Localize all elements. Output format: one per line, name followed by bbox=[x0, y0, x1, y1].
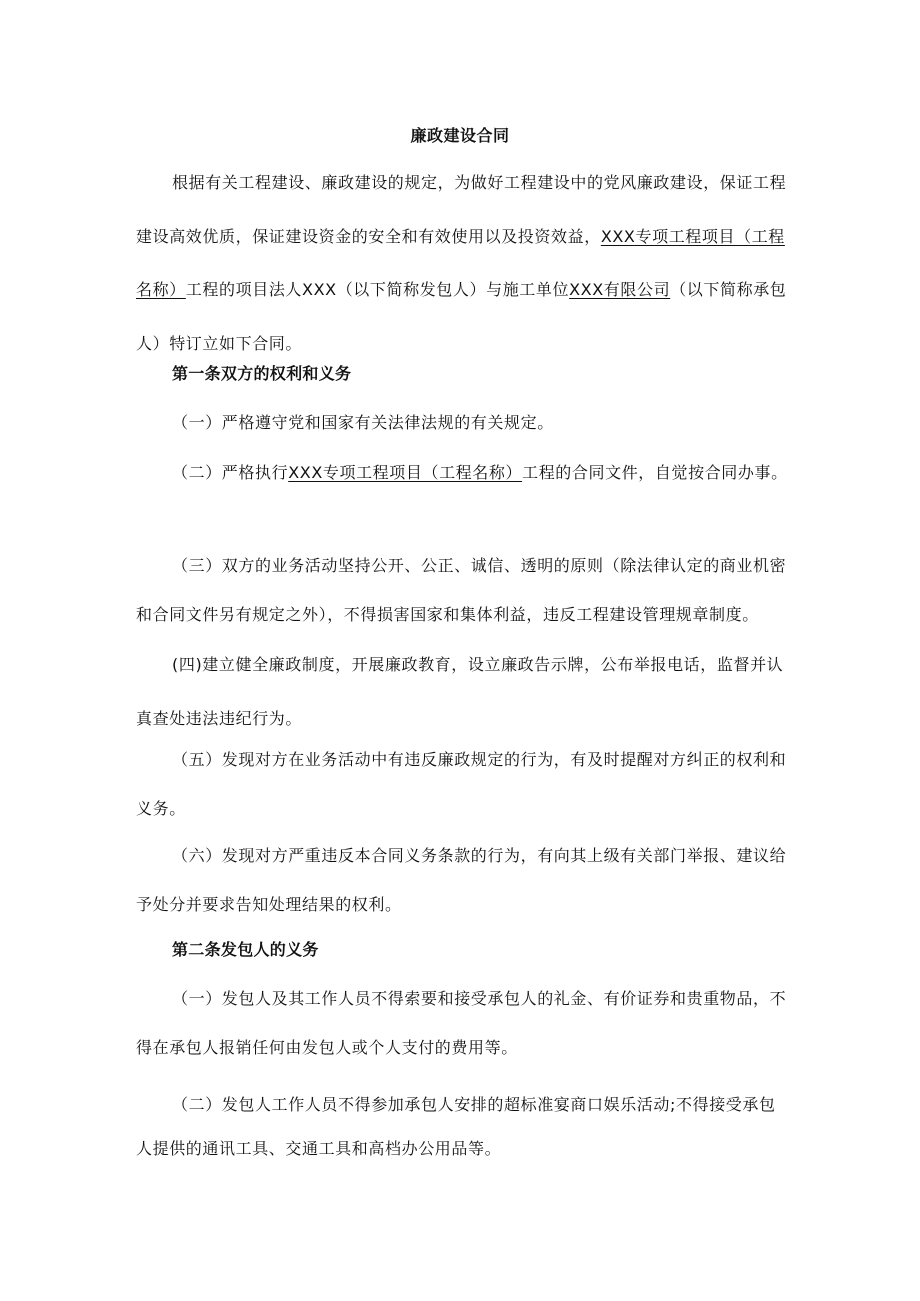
article2-heading: 第二条发包人的义务 bbox=[172, 940, 319, 959]
article1-item4: (四)建立健全廉政制度，开展廉政教育，设立廉政告示牌，公布举报电话，监督并认真查处违法违纪行为。 bbox=[136, 655, 784, 728]
article1-item1: （一）严格遵守党和国家有关法律法规的有关规定。 bbox=[172, 413, 554, 432]
article1-item2 bbox=[136, 446, 790, 500]
article1-item3: （三）双方的业务活动坚持公开、公正、诚信、透明的原则（除法律认定的商业机密和合同文件另有规定之外），不得损害国家和集体利益，违反工程建设管理规章制度。 bbox=[136, 556, 787, 624]
intro-text-3: （以下简称承包人）特订立如下合同。 bbox=[136, 280, 787, 353]
article2-item1: （一）发包人及其工作人员不得索要和接受承包人的礼金、有价证券和贵重物品，不得在承包人报销任何由发包人或个人支付的费用等。 bbox=[136, 989, 787, 1057]
article1-item2-project-underlined: XXX专项工程项目（工程名称） bbox=[288, 463, 523, 482]
article1-item6: （六）发现对方严重违反本合同义务条款的行为，有向其上级有关部门举报、建议给予处分并要求告知处理结果的权利。 bbox=[136, 846, 787, 914]
project-name-underlined: XXX专项工程项目（工程名称） bbox=[136, 226, 785, 299]
article1-item2-text-2: 工程的合同文件，自觉按合同办事。 bbox=[522, 463, 788, 482]
contractor-name-underlined: XXX有限公司 bbox=[569, 280, 671, 299]
intro-text-2: 工程的项目法人XXX（以下简称发包人）与施工单位 bbox=[185, 280, 570, 299]
article1-heading: 第一条双方的权利和义务 bbox=[172, 364, 352, 383]
article1-item5: （五）发现对方在业务活动中有违反廉政规定的行为，有及时提醒对方纠正的权利和义务。 bbox=[136, 750, 787, 818]
intro-text-1: 根据有关工程建设、廉政建设的规定，为做好工程建设中的党风廉政建设，保证工程建设高效优质，保证建设资金的安全和有效使用以及投资效益， bbox=[136, 173, 787, 246]
document-title: 廉政建设合同 bbox=[410, 126, 510, 145]
article2-item2: （二）发包人工作人员不得参加承包人安排的超标准宴商口娱乐活动;不得接受承包人提供的通讯工具、交通工具和高档办公用品等。 bbox=[136, 1095, 776, 1158]
article1-item2-text-1: （二）严格执行 bbox=[172, 463, 289, 482]
intro-paragraph bbox=[136, 156, 790, 370]
